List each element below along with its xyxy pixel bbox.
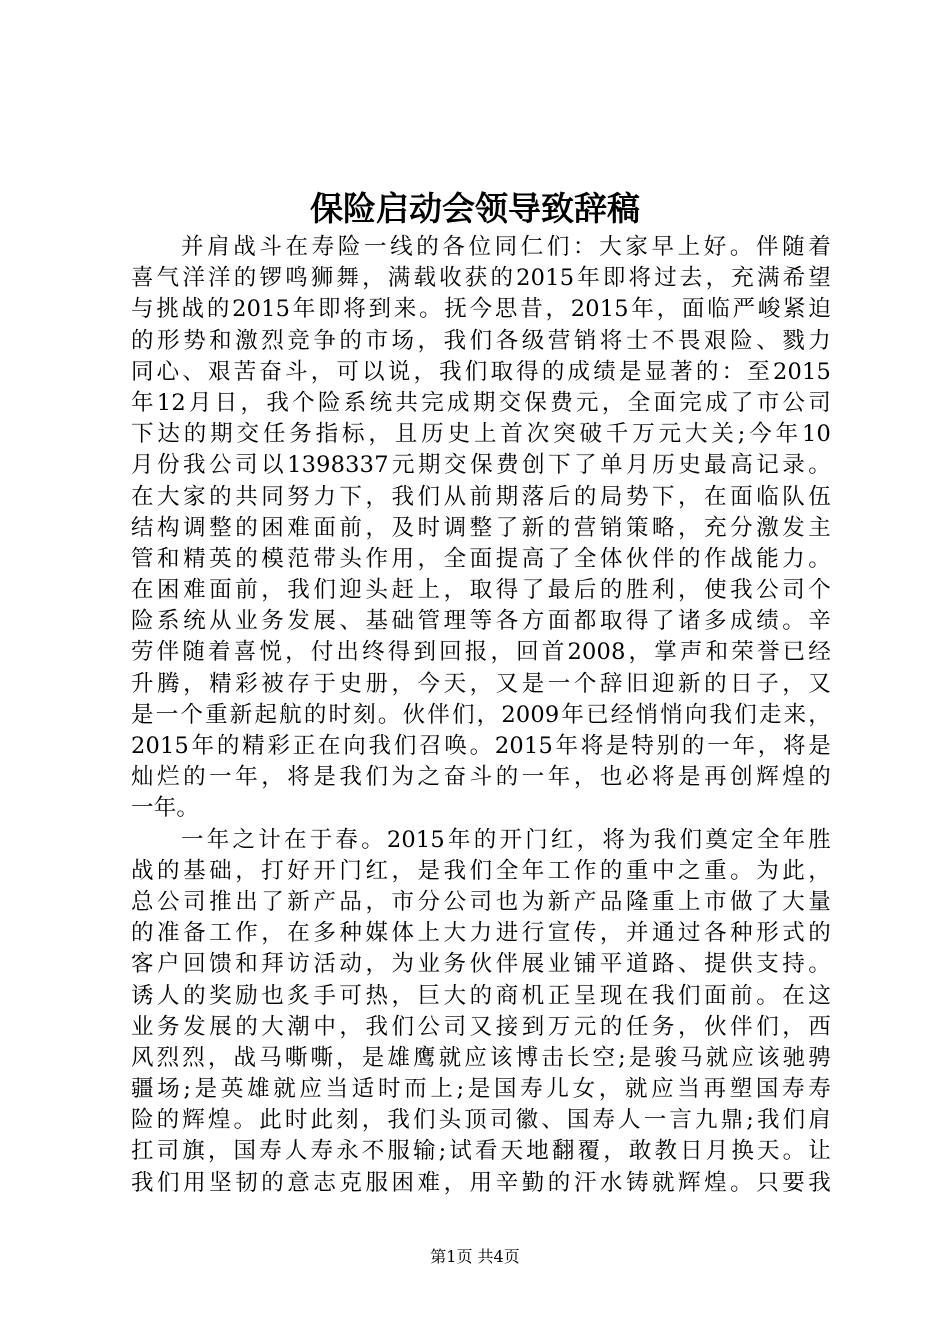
text-line: 风烈烈，战马嘶嘶，是雄鹰就应该博击长空;是骏马就应该驰骋 (131, 1044, 831, 1071)
text-line: 年12月日，我个险系统共完成期交保费元，全面完成了市公司 (131, 389, 831, 416)
text-line: 战的基础，打好开门红，是我们全年工作的重中之重。为此， (131, 857, 831, 884)
text-line: 疆场;是英雄就应当适时而上;是国寿儿女，就应当再塑国寿寿 (131, 1076, 831, 1103)
text-line: 升腾，精彩被存于史册，今天，又是一个辞旧迎新的日子，又 (131, 670, 831, 697)
text-line: 扛司旗，国寿人寿永不服输;试看天地翻覆，敢教日月换天。让 (131, 1138, 831, 1165)
page-footer: 第1页 共4页 (430, 1247, 520, 1266)
text-line: 并肩战斗在寿险一线的各位同仁们：大家早上好。伴随着 (181, 234, 831, 260)
text-line: 喜气洋洋的锣鸣狮舞，满载收获的2015年即将过去，充满希望 (131, 265, 831, 292)
text-line: 灿烂的一年，将是我们为之奋斗的一年，也必将是再创辉煌的 (131, 764, 831, 791)
text-line: 同心、艰苦奋斗，可以说，我们取得的成绩是显著的：至2015 (131, 358, 831, 385)
paragraph-2 (131, 825, 831, 1199)
text-line: 管和精英的模范带头作用，全面提高了全体伙伴的作战能力。 (131, 545, 831, 572)
text-line: 客户回馈和拜访活动，为业务伙伴展业铺平道路、提供支持。 (131, 951, 831, 978)
text-line: 业务发展的大潮中，我们公司又接到万元的任务，伙伴们，西 (131, 1013, 831, 1040)
text-line: 结构调整的困难面前，及时调整了新的营销策略，充分激发主 (131, 514, 831, 541)
document-body (131, 232, 831, 1199)
text-line: 在大家的共同努力下，我们从前期落后的局势下，在面临队伍 (131, 483, 831, 510)
text-line: 诱人的奖励也炙手可热，巨大的商机正呈现在我们面前。在这 (131, 982, 831, 1009)
text-line: 一年之计在于春。2015年的开门红，将为我们奠定全年胜 (181, 826, 831, 853)
text-line: 月份我公司以1398337元期交保费创下了单月历史最高记录。 (131, 452, 831, 479)
text-line: 险的辉煌。此时此刻，我们头顶司徽、国寿人一言九鼎;我们肩 (131, 1107, 831, 1134)
text-line: 2015年的精彩正在向我们召唤。2015年将是特别的一年，将是 (131, 733, 831, 759)
text-line: 我们用坚韧的意志克服困难，用辛勤的汗水铸就辉煌。只要我 (131, 1169, 831, 1196)
text-line: 一年。 (131, 795, 200, 822)
text-line: 险系统从业务发展、基础管理等各方面都取得了诸多成绩。辛 (131, 608, 831, 635)
text-line: 劳伴随着喜悦，付出终得到回报，回首2008，掌声和荣誉已经 (131, 639, 831, 666)
text-line: 下达的期交任务指标，且历史上首次突破千万元大关;今年10 (131, 421, 831, 448)
paragraph-1 (131, 232, 831, 825)
text-line: 是一个重新起航的时刻。伙伴们，2009年已经悄悄向我们走来， (131, 701, 831, 728)
text-line: 的形势和激烈竞争的市场，我们各级营销将士不畏艰险、戮力 (131, 327, 831, 354)
text-line: 与挑战的2015年即将到来。抚今思昔，2015年，面临严峻紧迫 (131, 296, 831, 323)
text-line: 在困难面前，我们迎头赶上，取得了最后的胜利，使我公司个 (131, 577, 831, 604)
text-line: 的准备工作，在多种媒体上大力进行宣传，并通过各种形式的 (131, 920, 831, 947)
text-line: 总公司推出了新产品，市分公司也为新产品隆重上市做了大量 (131, 888, 831, 915)
page-title: 保险启动会领导致辞稿 (310, 189, 640, 228)
